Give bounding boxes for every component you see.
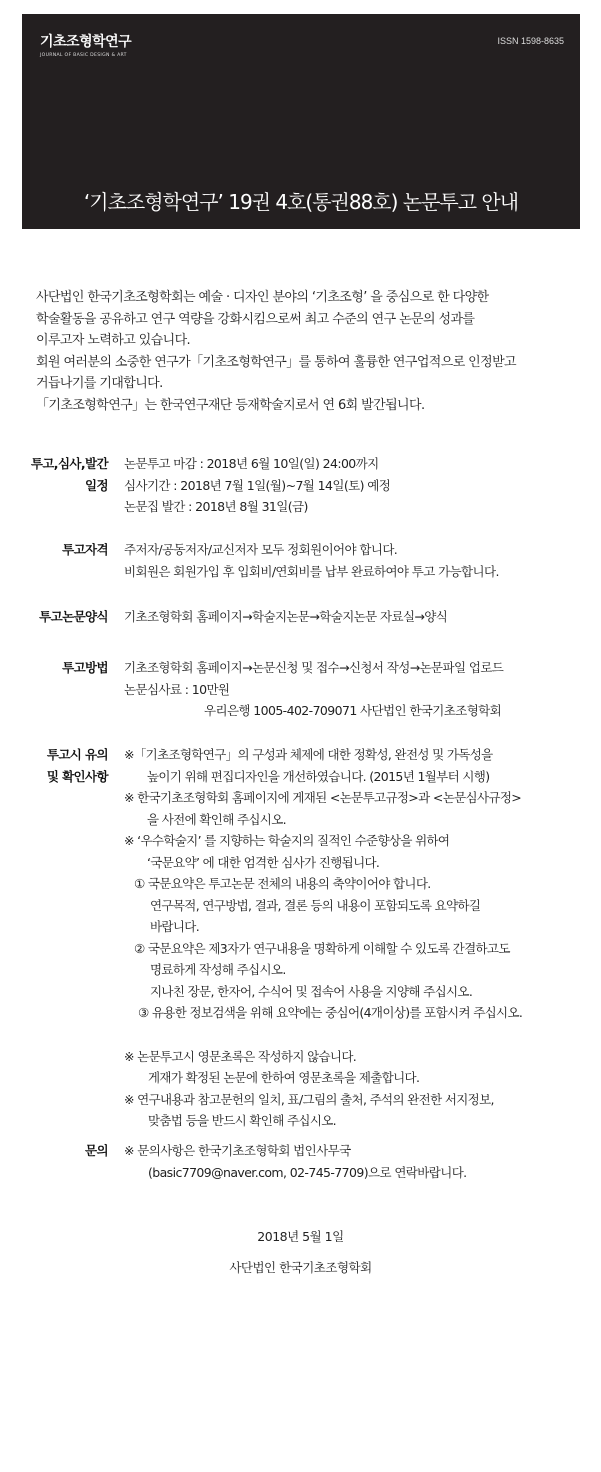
eligibility-label: 투고자격: [62, 542, 108, 557]
intro-line: 사단법인 한국기초조형학회는 예술 · 디자인 분야의 ‘기초조형’ 을 중심으로 한 다양한: [36, 290, 489, 305]
logo-subtitle: JOURNAL OF BASIC DESIGN & ART: [40, 53, 127, 58]
notes-line: ② 국문요약은 제3자가 연구내용을 명확하게 이해할 수 있도록 간결하고도: [134, 940, 510, 956]
format-label: 투고논문양식: [39, 609, 108, 624]
notes-line: 높이기 위해 편집디자인을 개선하였습니다. (2015년 1월부터 시행): [147, 768, 490, 784]
contact-email-line: (basic7709@naver.com, 02-745-7709)으로 연락바랍니다.: [148, 1164, 467, 1180]
format-line: 기초조형학회 홈페이지→학술지논문→학술지논문 자료실→양식: [124, 609, 448, 624]
bank-account: 우리은행 1005-402-709071 사단법인 한국기초조형학회: [204, 703, 502, 718]
eligibility-line: 주저자/공동저자/교신저자 모두 정회원이어야 합니다.: [124, 542, 398, 557]
schedule-line: 심사기간 : 2018년 7월 1일(월)~7월 14일(토) 예정: [124, 477, 391, 493]
journal-logo: [40, 34, 131, 58]
notes-line: 게재가 확정된 논문에 한하여 영문초록을 제출합니다.: [148, 1070, 420, 1085]
notes-line: ‘국문요약’ 에 대한 엄격한 심사가 진행됩니다.: [147, 854, 380, 870]
notes-line: 명료하게 작성해 주십시오.: [150, 962, 286, 977]
intro-line: 거듭나기를 기대합니다.: [36, 376, 163, 391]
notes-line: ※ 논문투고시 영문초록은 작성하지 않습니다.: [124, 1048, 357, 1064]
schedule-content: [124, 453, 590, 518]
intro-line: 이루고자 노력하고 있습니다.: [36, 333, 191, 348]
page-title: ‘기초조형학연구’ 19권 4호(통권88호) 논문투고 안내: [83, 190, 519, 214]
contact-line: ※ 문의사항은 한국기초조형학회 법인사무국: [124, 1143, 351, 1158]
footer-date: 2018년 5월 1일: [257, 1229, 344, 1244]
notes-line: ③ 유용한 정보검색을 위해 요약에는 중심어(4개이상)를 포함시켜 주십시오.: [138, 1005, 523, 1020]
notes-line: 을 사전에 확인해 주십시오.: [147, 811, 286, 827]
contact-content: [124, 1140, 590, 1183]
notes-line: ※ ‘우수학술지’ 를 지향하는 학술지의 질적인 수준향상을 위하여: [124, 833, 450, 848]
notes-line: ① 국문요약은 투고논문 전체의 내용의 축약이어야 합니다.: [134, 876, 431, 891]
intro-line: 「기초조형학연구」는 한국연구재단 등재학술지로서 연 6회 발간됩니다.: [36, 397, 425, 413]
contact-label: 문의: [85, 1143, 108, 1158]
notes-line: ※ 한국기초조형학회 홈페이지에 게재된 <논문투고규정>과 <논문심사규정>: [124, 790, 522, 805]
format-content: [124, 606, 590, 628]
schedule-label: 투고,심사,발간 일정: [30, 456, 108, 493]
method-line: 기초조형학회 홈페이지→논문신청 및 접수→신청서 작성→논문파일 업로드: [124, 660, 504, 675]
intro-line: 학술활동을 공유하고 연구 역량을 강화시킴으로써 최고 수준의 연구 논문의 성과를: [36, 311, 475, 327]
notes-line: ※「기초조형학연구」의 구성과 체제에 대한 정확성, 완전성 및 가독성을: [124, 747, 493, 762]
notes-content: [124, 744, 590, 1132]
schedule-line: 논문집 발간 : 2018년 8월 31일(금): [124, 499, 308, 514]
footer-organization: 사단법인 한국기초조형학회: [229, 1260, 372, 1275]
notes-label: 투고시 유의 및 확인사항: [46, 747, 108, 784]
notes-line: 바랍니다.: [150, 919, 200, 934]
eligibility-content: [124, 539, 590, 582]
schedule-line: 논문투고 마감 : 2018년 6월 10일(일) 24:00까지: [124, 456, 379, 471]
header-banner: [22, 14, 580, 229]
method-label: 투고방법: [62, 660, 108, 675]
intro-paragraph: [36, 287, 576, 416]
notes-line: 지나친 장문, 한자어, 수식어 및 접속어 사용을 지양해 주십시오.: [150, 983, 473, 999]
method-content: [124, 657, 590, 722]
logo-text: 기초조형학연구: [40, 34, 132, 50]
issn-number: ISSN 1598-8635: [497, 36, 564, 46]
eligibility-line: 비회원은 회원가입 후 입회비/연회비를 납부 완료하여야 투고 가능합니다.: [124, 563, 499, 579]
notes-line: ※ 연구내용과 참고문헌의 일치, 표/그림의 출처, 주석의 완전한 서지정보,: [124, 1091, 494, 1107]
method-line: 논문심사료 : 10만원: [124, 681, 230, 697]
notes-line: 맞춤법 등을 반드시 확인해 주십시오.: [148, 1113, 336, 1128]
intro-line: 회원 여러분의 소중한 연구가「기초조형학연구」를 통하여 훌륭한 연구업적으로 인정받고: [36, 354, 517, 370]
notes-line: 연구목적, 연구방법, 결과, 결론 등의 내용이 포함되도록 요약하길: [150, 897, 481, 913]
